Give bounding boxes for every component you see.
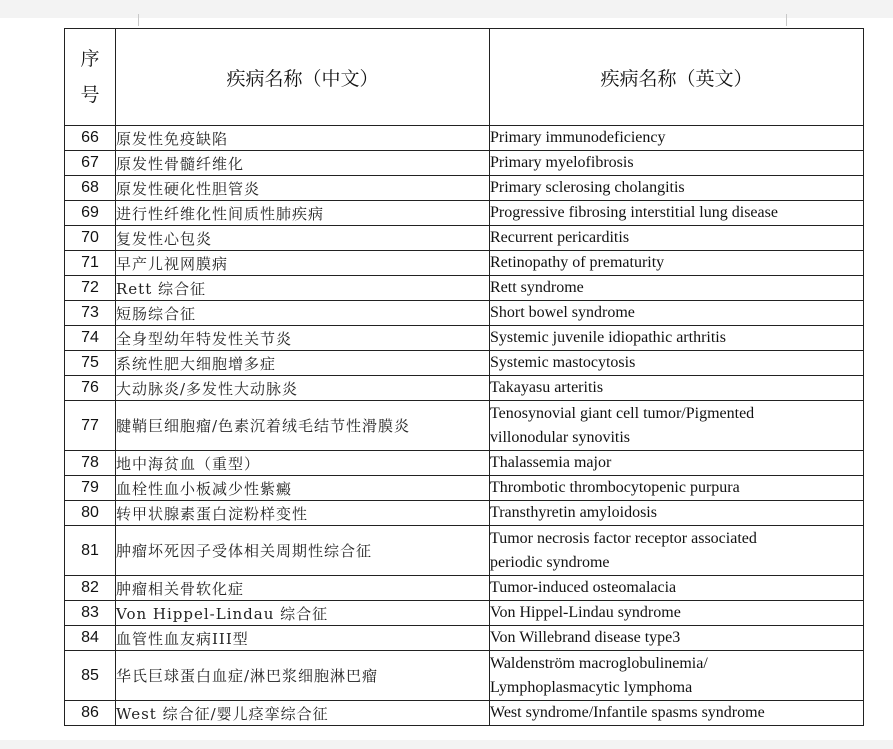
row-chinese-name: Von Hippel-Lindau 综合征	[116, 601, 490, 626]
row-english-name	[490, 301, 864, 326]
row-english-name	[490, 451, 864, 476]
table-header-row	[65, 29, 864, 126]
table-body	[65, 126, 864, 726]
row-serial-number: 83	[65, 601, 116, 626]
row-serial-number: 79	[65, 476, 116, 501]
english-name-line: villonodular synovitis	[490, 428, 630, 446]
row-english-name	[490, 501, 864, 526]
row-chinese-name: 短肠综合征	[116, 301, 490, 326]
row-serial-number: 72	[65, 276, 116, 301]
english-name-line: Recurrent pericarditis	[490, 229, 630, 246]
row-english-name	[490, 651, 864, 701]
row-english-name	[490, 276, 864, 301]
english-name-line: Waldenström macroglobulinemia/	[490, 654, 708, 672]
english-name-line: Progressive fibrosing interstitial lung disease	[490, 204, 778, 221]
english-name-line: Von Willebrand disease type3	[490, 629, 681, 646]
row-english-name	[490, 326, 864, 351]
table-row	[65, 576, 864, 601]
table-row	[65, 476, 864, 501]
top-page-gap	[0, 0, 893, 18]
row-english-name	[490, 251, 864, 276]
table-row	[65, 151, 864, 176]
english-name-line: Retinopathy of prematurity	[490, 254, 665, 271]
row-english-name	[490, 701, 864, 726]
english-name-line: Lymphoplasmacytic lymphoma	[490, 678, 693, 696]
row-english-name	[490, 526, 864, 576]
table-row	[65, 126, 864, 151]
english-name-line: Primary sclerosing cholangitis	[490, 179, 685, 196]
row-serial-number: 71	[65, 251, 116, 276]
table-row	[65, 351, 864, 376]
row-serial-number: 66	[65, 126, 116, 151]
table-row	[65, 401, 864, 451]
english-name-line: Thalassemia major	[490, 454, 612, 471]
row-chinese-name: 华氏巨球蛋白血症/淋巴浆细胞淋巴瘤	[116, 651, 490, 701]
page-margin-mark-right	[786, 14, 787, 26]
row-chinese-name: 复发性心包炎	[116, 226, 490, 251]
row-english-name	[490, 226, 864, 251]
row-serial-number: 77	[65, 401, 116, 451]
row-english-name	[490, 601, 864, 626]
row-serial-number: 73	[65, 301, 116, 326]
row-serial-number: 86	[65, 701, 116, 726]
english-name-line: Primary immunodeficiency	[490, 129, 666, 146]
english-name-line: Systemic juvenile idiopathic arthritis	[490, 329, 726, 346]
row-chinese-name: 进行性纤维化性间质性肺疾病	[116, 201, 490, 226]
table-row	[65, 701, 864, 726]
row-serial-number: 76	[65, 376, 116, 401]
row-english-name	[490, 201, 864, 226]
row-serial-number: 74	[65, 326, 116, 351]
english-name-line: Von Hippel-Lindau syndrome	[490, 604, 681, 621]
row-english-name	[490, 176, 864, 201]
row-chinese-name: 血管性血友病III型	[116, 626, 490, 651]
row-chinese-name: 原发性骨髓纤维化	[116, 151, 490, 176]
disease-table	[64, 28, 864, 726]
table-row	[65, 326, 864, 351]
header-serial-number	[65, 29, 116, 126]
row-chinese-name: 肿瘤坏死因子受体相关周期性综合征	[116, 526, 490, 576]
row-english-name	[490, 626, 864, 651]
table-row	[65, 526, 864, 576]
header-serial-line1: 序	[80, 48, 100, 70]
english-name-line: Thrombotic thrombocytopenic purpura	[490, 479, 740, 496]
row-chinese-name: 大动脉炎/多发性大动脉炎	[116, 376, 490, 401]
header-serial-line2: 号	[80, 84, 100, 106]
table-row	[65, 276, 864, 301]
row-english-name	[490, 126, 864, 151]
row-serial-number: 80	[65, 501, 116, 526]
row-english-name	[490, 376, 864, 401]
english-name-line: Transthyretin amyloidosis	[490, 504, 657, 521]
row-serial-number: 78	[65, 451, 116, 476]
header-chinese-name: 疾病名称（中文）	[116, 29, 490, 126]
row-chinese-name: 全身型幼年特发性关节炎	[116, 326, 490, 351]
row-serial-number: 69	[65, 201, 116, 226]
bottom-page-gap	[0, 740, 893, 749]
english-name-line: periodic syndrome	[490, 553, 610, 571]
table-row	[65, 176, 864, 201]
row-serial-number: 85	[65, 651, 116, 701]
row-serial-number: 84	[65, 626, 116, 651]
english-name-line: Primary myelofibrosis	[490, 154, 634, 171]
row-serial-number: 75	[65, 351, 116, 376]
row-serial-number: 68	[65, 176, 116, 201]
table-row	[65, 301, 864, 326]
table-row	[65, 601, 864, 626]
table-row	[65, 376, 864, 401]
page-margin-mark-left	[138, 14, 139, 26]
english-name-line: West syndrome/Infantile spasms syndrome	[490, 704, 765, 721]
english-name-line: Tenosynovial giant cell tumor/Pigmented	[490, 404, 755, 422]
table-row	[65, 651, 864, 701]
table-row	[65, 626, 864, 651]
header-english-name: 疾病名称（英文）	[490, 29, 864, 126]
row-serial-number: 67	[65, 151, 116, 176]
row-english-name	[490, 351, 864, 376]
row-chinese-name: 地中海贫血（重型）	[116, 451, 490, 476]
english-name-line: Tumor-induced osteomalacia	[490, 579, 677, 596]
english-name-line: Tumor necrosis factor receptor associated	[490, 529, 757, 547]
row-chinese-name: 腱鞘巨细胞瘤/色素沉着绒毛结节性滑膜炎	[116, 401, 490, 451]
english-name-line: Short bowel syndrome	[490, 304, 635, 321]
row-serial-number: 81	[65, 526, 116, 576]
row-english-name	[490, 476, 864, 501]
row-chinese-name: 血栓性血小板减少性紫癜	[116, 476, 490, 501]
row-english-name	[490, 401, 864, 451]
row-chinese-name: 原发性硬化性胆管炎	[116, 176, 490, 201]
english-name-line: Takayasu arteritis	[490, 379, 604, 396]
table-row	[65, 451, 864, 476]
row-english-name	[490, 576, 864, 601]
row-chinese-name: 系统性肥大细胞增多症	[116, 351, 490, 376]
row-chinese-name: 肿瘤相关骨软化症	[116, 576, 490, 601]
row-english-name	[490, 151, 864, 176]
english-name-line: Systemic mastocytosis	[490, 354, 636, 371]
row-chinese-name: West 综合征/婴儿痉挛综合征	[116, 701, 490, 726]
row-chinese-name: 转甲状腺素蛋白淀粉样变性	[116, 501, 490, 526]
row-chinese-name: 原发性免疫缺陷	[116, 126, 490, 151]
table-row	[65, 226, 864, 251]
english-name-line: Rett syndrome	[490, 279, 584, 296]
row-serial-number: 70	[65, 226, 116, 251]
table-row	[65, 201, 864, 226]
table-row	[65, 501, 864, 526]
row-chinese-name: Rett 综合征	[116, 276, 490, 301]
row-chinese-name: 早产儿视网膜病	[116, 251, 490, 276]
row-serial-number: 82	[65, 576, 116, 601]
table-row	[65, 251, 864, 276]
